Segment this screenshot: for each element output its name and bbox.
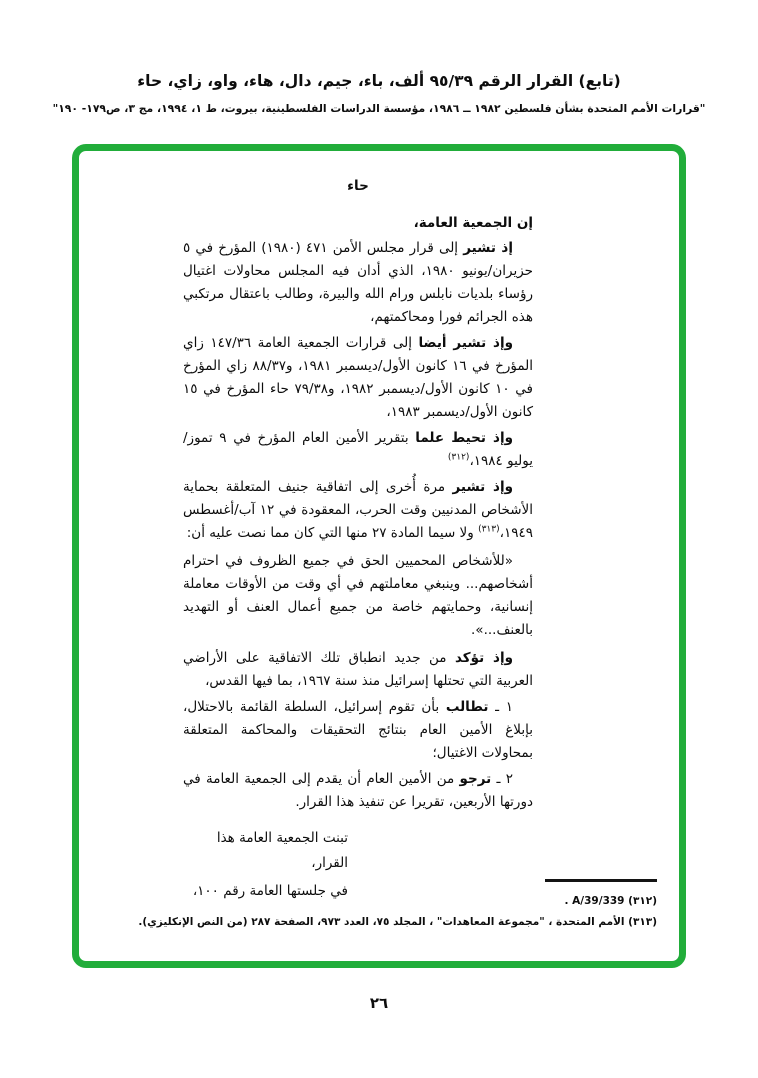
footnote: (٣١٣) الأمم المتحدة ، "مجموعة المعاهدات" ، المجلد ٧٥، العدد ٩٧٣، الصفحة ٢٨٧ (من النص الإنكليزي). <box>138 916 657 928</box>
paragraph-text: بأن تقوم إسرائيل، السلطة القائمة بالاحتلال، بإبلاغ الأمين العام بنتائج التحقيقات والمحاكمة المتعلقة بمحاولات الاغتيال؛ <box>183 699 533 761</box>
adoption-line: في جلستها العامة رقم ١٠٠، <box>192 883 348 899</box>
resolution-body <box>183 175 533 907</box>
footnote-reference: (٣١٢) <box>447 452 470 463</box>
footnote-separator <box>545 879 657 882</box>
paragraph-lead: وإذ تؤكد <box>454 650 513 666</box>
paragraph-text: مرة أُخرى إلى اتفاقية جنيف المتعلقة بحماية الأشخاص المدنيين وقت الحرب، المعقودة في ١٢ آب/أغسطس ١٩٤٩، <box>183 479 533 541</box>
document-title: (تابع) القرار الرقم ٩٥/٣٩ ألف، باء، جيم، دال، هاء، واو، زاي، حاء <box>137 72 621 90</box>
preamble-paragraph <box>183 476 533 545</box>
paragraph-lead: ترجو <box>459 771 492 787</box>
preamble-paragraph <box>183 427 533 473</box>
salutation: إن الجمعية العامة، <box>413 215 533 231</box>
resolution-frame <box>72 144 686 968</box>
footnote: (٣١٢) A/39/339 . <box>564 895 657 907</box>
paragraph-text: إلى قرارات الجمعية العامة ١٤٧/٣٦ زاي المؤرخ في ١٦ كانون الأول/ديسمبر ١٩٨١، و٨٨/٣٧ زاي المؤرخ في ١٠ كانون الأول/ديسمبر ١٩٨٢، و٧٩/٣٨ حاء المؤرخ في ١٥ كانون الأول/ديسمبر ١٩٨٣، <box>183 335 534 420</box>
paragraph-lead: تطالب <box>445 699 489 715</box>
paragraph-text: بتقرير الأمين العام المؤرخ في ٩ تموز/يوليو ١٩٨٤، <box>183 430 533 469</box>
paragraph-text: إلى قرار مجلس الأمن ٤٧١ (١٩٨٠) المؤرخ في ٥ حزيران/يونيو ١٩٨٠، الذي أدان فيه المجلس محاولات اغتيال رؤساء بلديات نابلس ورام الله والبيرة، وطالب باعتقال مرتكبي هذه الجرائم فورا ومحاكمتهم، <box>183 240 533 325</box>
preamble-paragraph <box>183 237 533 329</box>
item-number: ١ ـ <box>495 699 513 715</box>
operative-paragraph <box>183 696 533 765</box>
item-number: ٢ ـ <box>496 771 513 787</box>
adoption-line: تبنت الجمعية العامة هذا القرار، <box>216 830 348 871</box>
paragraph-text: من جديد انطباق تلك الاتفاقية على الأراضي العربية التي تحتلها إسرائيل منذ سنة ١٩٦٧، بما فيها القدس، <box>183 650 533 689</box>
footnote-reference: (٣١٣) <box>478 524 500 535</box>
paragraph-text: ولا سيما المادة ٢٧ منها التي كان مما نصت عليه أن: <box>186 525 474 541</box>
paragraph-lead: إذ تشير <box>463 240 513 256</box>
preamble-paragraph <box>183 332 533 424</box>
source-citation: "قرارات الأمم المتحدة بشأن فلسطين ١٩٨٢ ــ ١٩٨٦، مؤسسة الدراسات الفلسطينية، بيروت، ط ١، ١٩٩٤، مج ٣، ص١٧٩- ١٩٠" <box>52 102 706 115</box>
quotation-paragraph: «للأشخاص المحميين الحق في جميع الظروف في احترام أشخاصهم... وينبغي معاملتهم في أي وقت من الأوقات معاملة إنسانية، وحمايتهم خاصة من جميع أعمال العنف أو التهديد بالعنف...». <box>183 553 533 638</box>
section-heading: حاء <box>347 178 369 194</box>
page-number: ٢٦ <box>369 994 389 1012</box>
footnote-area <box>95 879 657 933</box>
operative-paragraph <box>183 768 533 814</box>
preamble-paragraph <box>183 647 533 693</box>
paragraph-lead: وإذ تشير <box>452 479 513 495</box>
paragraph-lead: وإذ تحيط علما <box>415 430 514 446</box>
paragraph-text: من الأمين العام أن يقدم إلى الجمعية العامة في دورتها الأربعين، تقريرا عن تنفيذ هذا القرار. <box>183 771 533 810</box>
paragraph-lead: وإذ تشير أيضا <box>418 335 513 351</box>
